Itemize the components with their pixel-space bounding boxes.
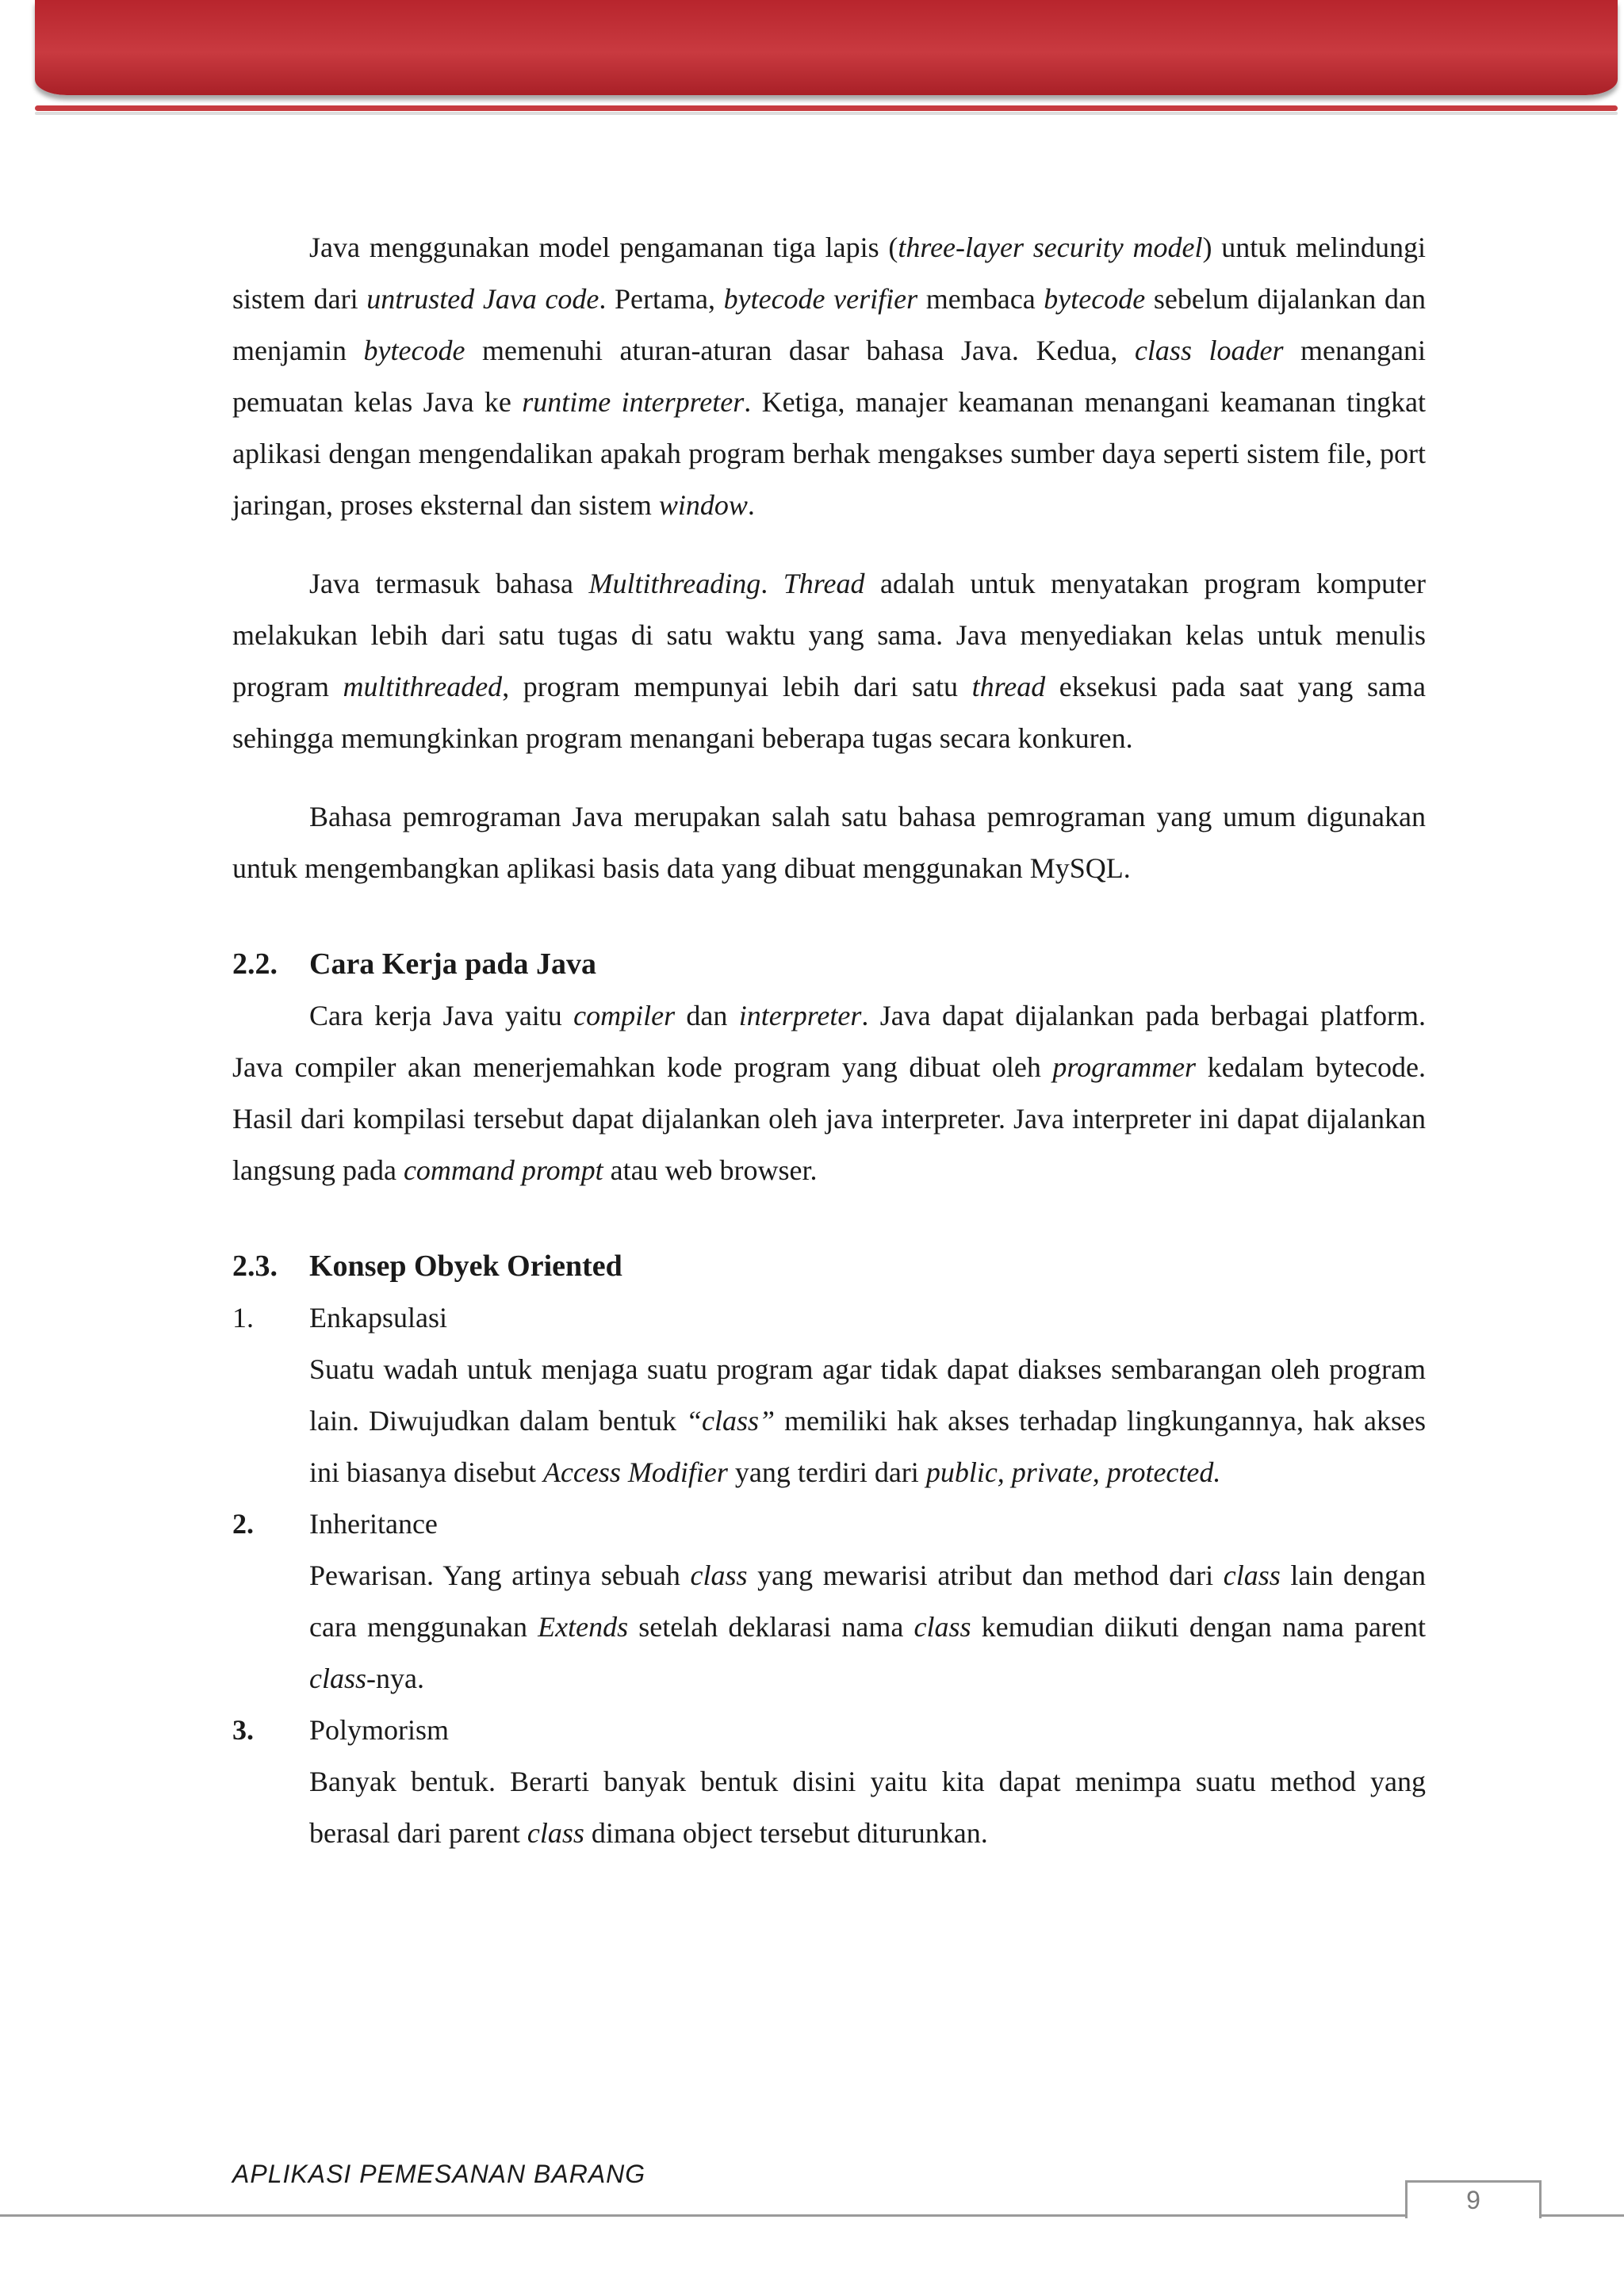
italic-run: programmer bbox=[1052, 1051, 1197, 1083]
section-number: 2.3. bbox=[232, 1249, 278, 1283]
italic-run: window bbox=[658, 489, 748, 521]
text-run: Bahasa pemrograman Java merupakan salah satu bahasa pemrograman yang umum digunakan untuk mengembangkan aplikasi basis data yang dibuat menggunakan MySQL. bbox=[232, 801, 1426, 884]
list-title: Inheritance bbox=[309, 1508, 438, 1540]
italic-run: class loader bbox=[1134, 335, 1284, 366]
text-run: eksekusi pada saat yang sama sehingga memungkinkan program menangani beberapa tugas secara konkuren. bbox=[232, 671, 1426, 754]
italic-run: interpreter bbox=[738, 1000, 862, 1031]
list-item-title bbox=[232, 1498, 1426, 1550]
text-run: . bbox=[760, 568, 783, 599]
italic-run: thread bbox=[971, 671, 1046, 702]
text-run: sebelum dijalankan dan menjamin bbox=[232, 283, 1426, 366]
italic-run: bytecode verifier bbox=[723, 283, 918, 315]
text-run: setelah deklarasi nama bbox=[628, 1611, 914, 1643]
list-title: Polymorism bbox=[309, 1714, 450, 1746]
italic-run: Multithreading bbox=[588, 568, 761, 599]
header-band bbox=[35, 0, 1618, 95]
text-run: memenuhi aturan-aturan dasar bahasa Java. Kedua, bbox=[465, 335, 1135, 366]
text-run: , program mempunyai lebih dari satu bbox=[502, 671, 972, 702]
italic-run: Thread bbox=[783, 568, 865, 599]
list-item-body bbox=[232, 1344, 1426, 1498]
italic-run: bytecode bbox=[363, 335, 465, 366]
text-run: yang mewarisi atribut dan method dari bbox=[747, 1559, 1224, 1591]
text-run: memiliki hak akses terhadap lingkungannya, hak akses ini biasanya disebut bbox=[309, 1405, 1426, 1488]
list-item-text bbox=[309, 1550, 1426, 1705]
text-run: adalah untuk menyatakan program komputer melakukan lebih dari satu tugas di satu waktu yang sama. Java menyediakan kelas untuk menulis program bbox=[232, 568, 1427, 702]
page-number: 9 bbox=[1405, 2180, 1542, 2218]
text-run: atau web browser. bbox=[603, 1154, 818, 1186]
text-run: yang terdiri dari bbox=[727, 1456, 926, 1488]
footer-rule-right bbox=[1539, 2214, 1624, 2217]
paragraph-mysql bbox=[232, 791, 1426, 894]
text-run: -nya. bbox=[366, 1663, 424, 1694]
text-run: ) untuk melindungi sistem dari bbox=[232, 232, 1427, 315]
text-run: dimana object tersebut diturunkan. bbox=[584, 1817, 988, 1849]
list-item-body bbox=[232, 1550, 1426, 1705]
italic-run: three-layer security model bbox=[898, 232, 1203, 263]
list-number: 1. bbox=[232, 1302, 254, 1334]
section-title: Konsep Obyek Oriented bbox=[309, 1249, 622, 1283]
header-rule-shadow bbox=[35, 112, 1618, 115]
italic-run: Access Modifier bbox=[542, 1456, 728, 1488]
text-run: Java menggunakan model pengamanan tiga lapis ( bbox=[309, 232, 898, 263]
text-run: . bbox=[747, 489, 755, 521]
italic-run: class bbox=[914, 1611, 971, 1643]
text-run: Pewarisan. Yang artinya sebuah bbox=[309, 1559, 691, 1591]
italic-run: Extends bbox=[538, 1611, 629, 1643]
footer-rule bbox=[0, 2214, 1405, 2217]
italic-run: class bbox=[690, 1559, 748, 1591]
list-title: Enkapsulasi bbox=[309, 1302, 447, 1334]
section-heading-2-3 bbox=[232, 1241, 1426, 1292]
text-run: Java termasuk bahasa bbox=[309, 568, 589, 599]
italic-run: bytecode bbox=[1044, 283, 1146, 315]
text-run: . Java dapat dijalankan pada berbagai platform. Java compiler akan menerjemahkan kode program yang dibuat oleh bbox=[232, 1000, 1427, 1083]
list-item-text bbox=[309, 1756, 1426, 1859]
list-number: 3. bbox=[232, 1714, 254, 1746]
italic-run: public, private, protected. bbox=[925, 1456, 1221, 1488]
italic-run: untrusted Java code bbox=[366, 283, 599, 315]
paragraph-multithreading bbox=[232, 558, 1426, 764]
list-item-text bbox=[309, 1344, 1426, 1498]
list-item-title bbox=[232, 1292, 1426, 1344]
text-run: Banyak bentuk. Berarti banyak bentuk disini yaitu kita dapat menimpa suatu method yang berasal dari parent bbox=[309, 1766, 1426, 1849]
text-run: menangani pemuatan kelas Java ke bbox=[232, 335, 1426, 418]
text-run: . Pertama, bbox=[599, 283, 724, 315]
italic-run: “class” bbox=[686, 1405, 776, 1437]
section-2-2-body bbox=[232, 990, 1426, 1196]
paragraph-security-model bbox=[232, 222, 1426, 531]
footer-document-title: APLIKASI PEMESANAN BARANG bbox=[232, 2160, 646, 2188]
italic-run: compiler bbox=[573, 1000, 676, 1031]
italic-run: class bbox=[309, 1663, 366, 1694]
text-run: lain dengan cara menggunakan bbox=[309, 1559, 1426, 1643]
text-run: kedalam bytecode. Hasil dari kompilasi tersebut dapat dijalankan oleh java interpreter. Java interpreter ini dapat dijalankan langsung pada bbox=[232, 1051, 1426, 1186]
page-content bbox=[232, 222, 1426, 1859]
italic-run: runtime interpreter bbox=[522, 386, 745, 418]
section-title: Cara Kerja pada Java bbox=[309, 947, 597, 981]
section-heading-2-2 bbox=[232, 939, 1426, 990]
list-item-title bbox=[232, 1705, 1426, 1756]
list-item-body bbox=[232, 1756, 1426, 1859]
text-run: . Ketiga, manajer keamanan menangani keamanan tingkat aplikasi dengan mengendalikan apakah program berhak mengakses sumber daya seperti sistem file, port jaringan, proses eksternal dan sistem bbox=[232, 386, 1426, 521]
italic-run: class bbox=[527, 1817, 584, 1849]
italic-run: command prompt bbox=[403, 1154, 603, 1186]
text-run: Cara kerja Java yaitu bbox=[309, 1000, 574, 1031]
header-rule bbox=[35, 105, 1618, 111]
text-run: dan bbox=[675, 1000, 739, 1031]
italic-run: multithreaded bbox=[343, 671, 503, 702]
text-run: membaca bbox=[917, 283, 1044, 315]
text-run: Suatu wadah untuk menjaga suatu program agar tidak dapat diakses sembarangan oleh program lain. Diwujudkan dalam bentuk bbox=[309, 1353, 1426, 1437]
text-run: kemudian diikuti dengan nama parent bbox=[971, 1611, 1426, 1643]
section-number: 2.2. bbox=[232, 947, 278, 981]
list-number: 2. bbox=[232, 1508, 254, 1540]
italic-run: class bbox=[1223, 1559, 1281, 1591]
